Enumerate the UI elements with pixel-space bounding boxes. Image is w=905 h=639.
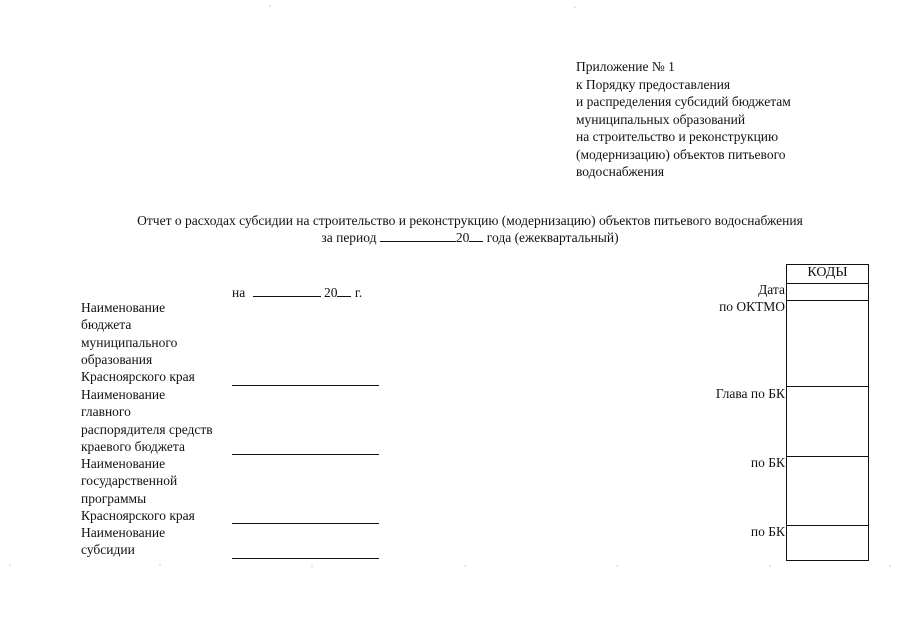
appendix-line: (модернизацию) объектов питьевого: [576, 146, 786, 162]
field-label-line: Красноярского края: [81, 369, 195, 385]
code-label-oktmo: по ОКТМО: [719, 299, 785, 314]
codes-header: КОДЫ: [807, 265, 848, 280]
report-date-line: [232, 284, 362, 301]
field-label-line: Наименование: [81, 300, 166, 315]
appendix-line: и распределения субсидий бюджетам: [576, 94, 791, 109]
code-label-program-bk: по БК: [750, 455, 785, 470]
appendix-note: [576, 58, 791, 181]
date-blank: [253, 284, 321, 297]
report-period-line: [40, 229, 900, 246]
field-budget-fill-line[interactable]: [232, 385, 379, 386]
code-cell-chapter-bk[interactable]: [787, 386, 868, 456]
field-budget-label: [81, 299, 195, 385]
period-year: 20: [455, 230, 470, 245]
field-manager-label: [81, 386, 213, 455]
appendix-line: к Порядку предоставления: [576, 76, 731, 92]
report-title-line: Отчет о расходах субсидии на строительство и реконструкцию (модернизацию) объектов питьевого водоснабжения: [137, 213, 803, 228]
appendix-line: на строительство и реконструкцию: [576, 129, 779, 144]
codes-date-label: Дата: [758, 282, 785, 297]
field-program-label: [81, 455, 195, 524]
field-manager-fill-line[interactable]: [232, 454, 379, 455]
field-program-fill-line[interactable]: [232, 523, 379, 524]
field-label-line: образования: [81, 351, 153, 367]
field-label-line: программы: [81, 490, 147, 506]
appendix-line: муниципальных образований: [576, 111, 746, 127]
field-label-line: субсидии: [81, 542, 135, 558]
field-label-line: распорядителя средств: [81, 421, 213, 437]
date-year-blank: [337, 284, 351, 297]
field-label-line: Красноярского края: [81, 507, 195, 523]
code-cell-subsidy-bk[interactable]: [787, 525, 868, 560]
field-label-line: бюджета: [81, 317, 132, 333]
field-label-line: главного: [81, 404, 131, 420]
report-title: [40, 212, 900, 246]
date-year: 20: [323, 285, 338, 300]
code-cell-date[interactable]: [787, 283, 868, 300]
field-subsidy-fill-line[interactable]: [232, 558, 379, 559]
field-label-line: муниципального: [81, 334, 178, 350]
appendix-line: водоснабжения: [576, 164, 665, 179]
field-subsidy-label: [81, 524, 165, 559]
field-label-line: Наименование: [81, 456, 166, 471]
field-label-line: государственной: [81, 473, 178, 489]
code-label-chapter-bk: Глава по БК: [715, 386, 785, 401]
appendix-line: Приложение № 1: [576, 59, 675, 74]
code-cell-program-bk[interactable]: [787, 456, 868, 525]
date-prefix: на: [232, 285, 246, 300]
code-cell-oktmo[interactable]: [787, 300, 868, 386]
field-label-line: Наименование: [81, 525, 166, 540]
codes-table: [786, 264, 869, 561]
period-prefix: за период: [321, 230, 377, 245]
code-label-subsidy-bk: по БК: [750, 524, 785, 539]
date-suffix: г.: [354, 285, 363, 300]
field-label-line: Наименование: [81, 387, 166, 402]
year-blank: [469, 229, 483, 242]
period-blank: [380, 229, 456, 242]
period-suffix: года (ежеквартальный): [486, 230, 619, 245]
field-label-line: краевого бюджета: [81, 438, 185, 454]
